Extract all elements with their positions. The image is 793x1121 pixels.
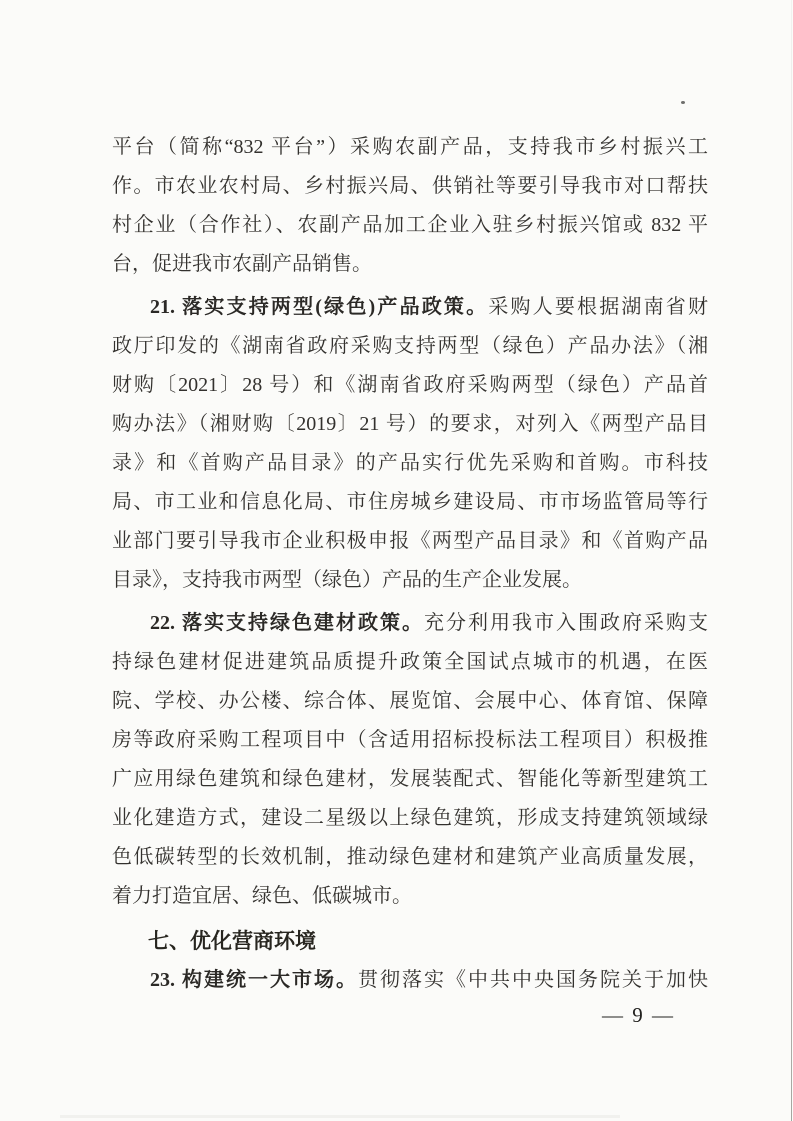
page-number: — 9 — (602, 1003, 675, 1027)
item-number-title: 21. 落实支持两型(绿色)产品政策。 (150, 296, 489, 318)
text-line: 业化建造方式，建设二星级以上绿色建筑，形成支持建筑领域绿 (112, 807, 708, 829)
text-line: 作。市农业农村局、乡村振兴局、供销社等要引导我市对口帮扶 (112, 175, 708, 197)
text-line: 21. 落实支持两型(绿色)产品政策。采购人要根据湖南省财 (150, 296, 708, 318)
text-line: 院、学校、办公楼、综合体、展览馆、会展中心、体育馆、保障 (112, 690, 708, 712)
text-line: 录》和《首购产品目录》的产品实行优先采购和首购。市科技 (112, 452, 708, 474)
text-line: 持绿色建材促进建筑品质提升政策全国试点城市的机遇，在医 (112, 651, 708, 673)
text-line: 平台（简称“832 平台”）采购农副产品，支持我市乡村振兴工 (112, 136, 708, 158)
text-line: 色低碳转型的长效机制，推动绿色建材和建筑产业高质量发展， (112, 846, 708, 868)
text-line: 局、市工业和信息化局、市住房城乡建设局、市市场监管局等行 (112, 491, 708, 513)
para-item-21 (112, 288, 708, 600)
text-line: 22. 落实支持绿色建材政策。充分利用我市入围政府采购支 (150, 612, 708, 634)
text-line: 业部门要引导我市企业积极申报《两型产品目录》和《首购产品 (112, 530, 708, 552)
text-line: 着力打造宜居、绿色、低碳城市。 (112, 885, 412, 907)
scan-edge-artifact (791, 0, 792, 1121)
item-number-title: 23. 构建统一大市场。 (150, 969, 358, 991)
text-line: 目录》，支持我市两型（绿色）产品的生产企业发展。 (112, 569, 582, 591)
document-body (112, 128, 708, 1000)
para-item-22 (112, 604, 708, 916)
text-line: 广应用绿色建筑和绿色建材，发展装配式、智能化等新型建筑工 (112, 768, 708, 790)
heading-section-7: 七、优化营商环境 (148, 930, 316, 953)
scan-speck (681, 101, 685, 104)
text-line: 村企业（合作社）、农副产品加工企业入驻乡村振兴馆或 832 平 (112, 214, 708, 236)
scan-smudge-artifact (60, 1115, 620, 1118)
para-continuation (112, 128, 708, 284)
item-number-title: 22. 落实支持绿色建材政策。 (150, 612, 424, 634)
text-line: 台，促进我市农副产品销售。 (112, 253, 372, 275)
text-line: 政厅印发的《湖南省政府采购支持两型（绿色）产品办法》（湘 (112, 335, 708, 357)
text-line: 购办法》（湘财购〔2019〕21 号）的要求，对列入《两型产品目 (112, 413, 708, 435)
text-line: 23. 构建统一大市场。贯彻落实《中共中央国务院关于加快 (150, 969, 708, 991)
text-line: 财购〔2021〕28 号）和《湖南省政府采购两型（绿色）产品首 (112, 374, 708, 396)
para-item-23 (112, 961, 708, 1000)
text-line: 房等政府采购工程项目中（含适用招标投标法工程项目）积极推 (112, 729, 708, 751)
